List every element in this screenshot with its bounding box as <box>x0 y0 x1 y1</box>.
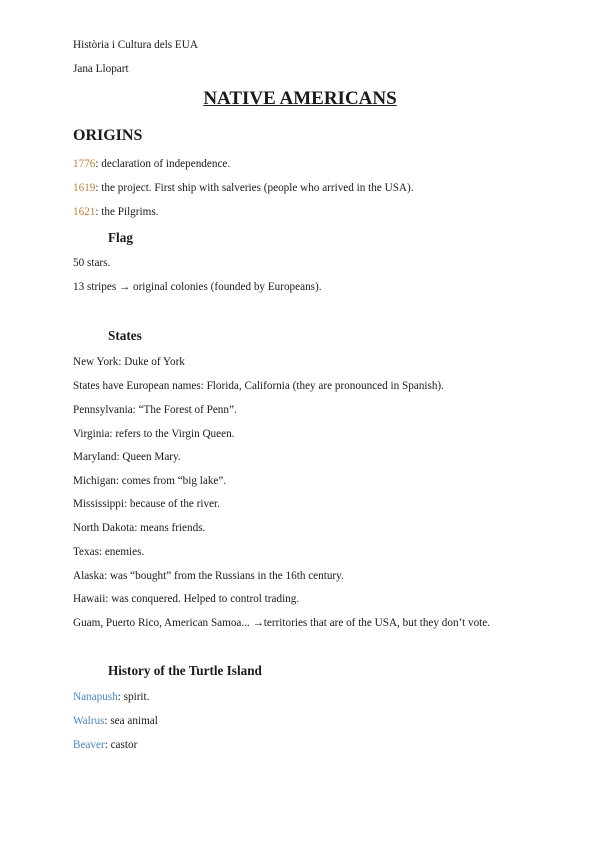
origins-year: 1621 <box>73 206 96 218</box>
course-name: Història i Cultura dels EUA <box>73 39 198 51</box>
origins-year: 1776 <box>73 158 96 170</box>
origins-item <box>73 205 158 219</box>
flag-line: 50 stars. <box>73 257 111 269</box>
turtle-item <box>73 738 137 752</box>
turtle-term: Walrus <box>73 715 105 727</box>
section-heading-turtle-island: History of the Turtle Island <box>108 663 262 678</box>
turtle-item <box>73 690 149 704</box>
page-title: NATIVE AMERICANS <box>203 88 397 109</box>
turtle-item <box>73 714 158 728</box>
author-name: Jana Llopart <box>73 63 129 75</box>
states-line: Mississippi: because of the river. <box>73 498 220 510</box>
section-heading-origins: ORIGINS <box>73 127 143 144</box>
states-line: Alaska: was “bought” from the Russians in the 16th century. <box>73 570 344 582</box>
states-line: New York: Duke of York <box>73 356 185 368</box>
states-line: Virginia: refers to the Virgin Queen. <box>73 428 235 440</box>
states-line: Hawaii: was conquered. Helped to control trading. <box>73 593 300 605</box>
states-line: North Dakota: means friends. <box>73 522 206 534</box>
turtle-text: : castor <box>104 739 138 751</box>
origins-text: : the Pilgrims. <box>95 206 159 218</box>
states-line: Michigan: comes from “big lake”. <box>73 475 227 487</box>
flag-line: 13 stripes → original colonies (founded by Europeans). <box>73 281 322 293</box>
section-heading-flag: Flag <box>108 230 133 245</box>
turtle-text: : sea animal <box>104 715 158 727</box>
origins-year: 1619 <box>73 182 96 194</box>
origins-text: : the project. First ship with salveries (people who arrived in the USA). <box>95 182 414 194</box>
turtle-text: : spirit. <box>117 691 150 703</box>
turtle-term: Beaver <box>73 739 105 751</box>
states-line: Guam, Puerto Rico, American Samoa... →territories that are of the USA, but they don’t vote. <box>73 617 491 629</box>
origins-item <box>73 157 230 171</box>
section-heading-states: States <box>108 328 142 343</box>
origins-text: : declaration of independence. <box>95 158 231 170</box>
states-line: States have European names: Florida, California (they are pronounced in Spanish). <box>73 380 444 392</box>
states-line: Pennsylvania: “The Forest of Penn”. <box>73 404 237 416</box>
turtle-term: Nanapush <box>73 691 118 703</box>
states-line: Texas: enemies. <box>73 546 145 558</box>
origins-item <box>73 181 414 195</box>
states-line: Maryland: Queen Mary. <box>73 451 181 463</box>
